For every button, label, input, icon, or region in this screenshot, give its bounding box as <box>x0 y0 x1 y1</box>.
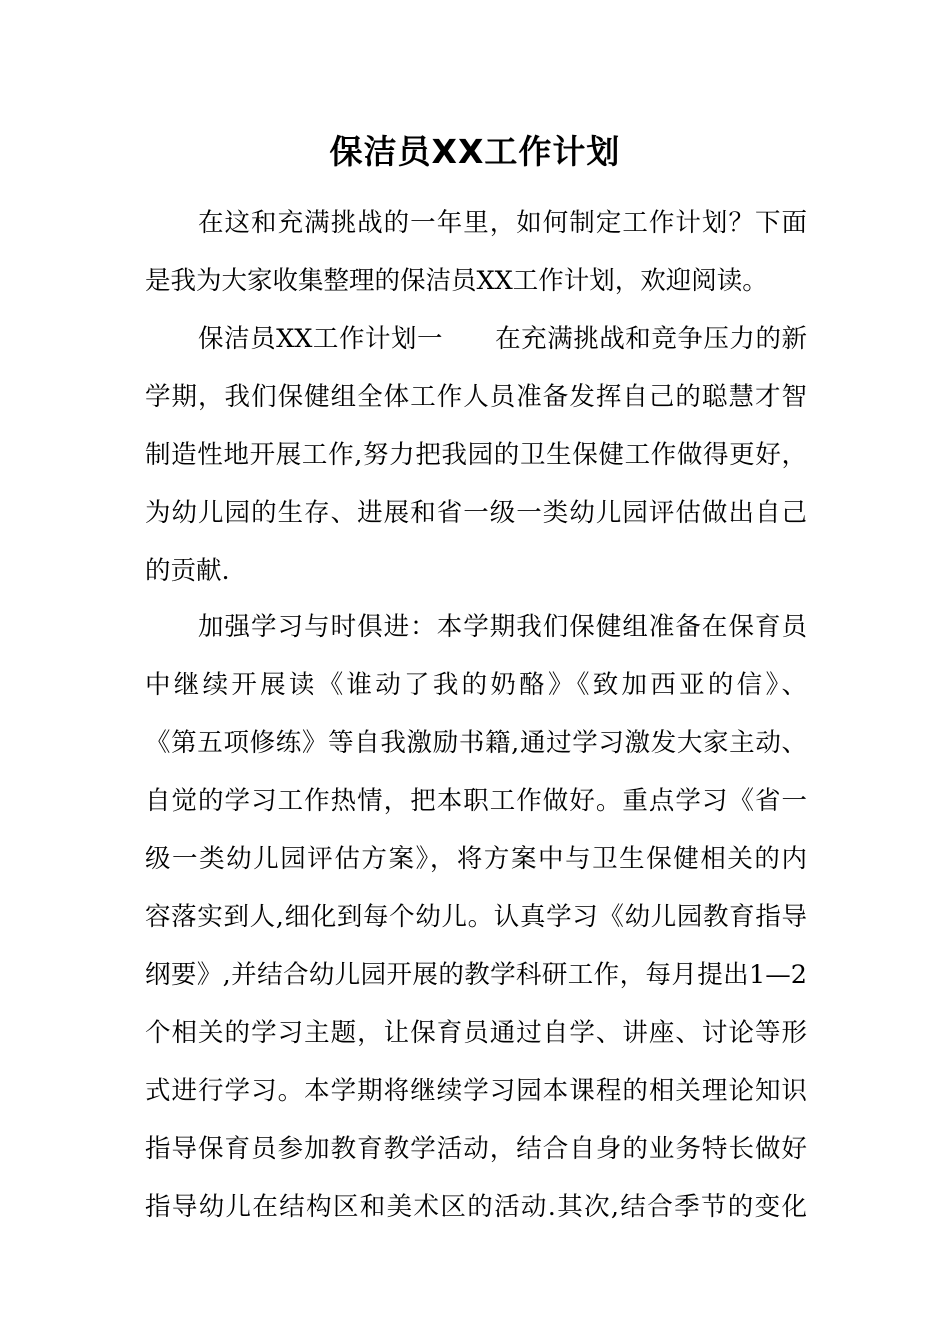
paragraph-line: 是我为大家收集整理的保洁员XX工作计划，欢迎阅读。 <box>145 266 768 296</box>
paragraph-line: 在这和充满挑战的一年里，如何制定工作计划？下面 <box>198 208 807 238</box>
paragraph-line: 指导幼儿在结构区和美术区的活动.其次,结合季节的变化 <box>145 1192 807 1222</box>
paragraph-line: 自觉的学习工作热情，把本职工作做好。重点学习《省一 <box>145 786 807 816</box>
paragraph-line: 容落实到人,细化到每个幼儿。认真学习《幼儿园教育指导 <box>145 902 807 932</box>
paragraph-line: 保洁员XX工作计划一 在充满挑战和竞争压力的新 <box>198 324 807 354</box>
paragraph-line: 式进行学习。本学期将继续学习园本课程的相关理论知识 <box>145 1076 807 1106</box>
paragraph-line: 的贡献. <box>145 556 230 586</box>
paragraph-line: 学期，我们保健组全体工作人员准备发挥自己的聪慧才智 <box>145 382 807 412</box>
paragraph-line: 中继续开展读《谁动了我的奶酪》《致加西亚的信》、 <box>145 670 807 700</box>
paragraph-line: 《第五项修练》等自我激励书籍,通过学习激发大家主动、 <box>145 728 807 758</box>
paragraph-line: 个相关的学习主题，让保育员通过自学、讲座、讨论等形 <box>145 1018 807 1048</box>
paragraph-line: 纲要》,并结合幼儿园开展的教学科研工作，每月提出1—2 <box>145 960 807 990</box>
paragraph-line: 级一类幼儿园评估方案》，将方案中与卫生保健相关的内 <box>145 844 807 874</box>
document-title: 保洁员XX工作计划 <box>329 132 621 171</box>
paragraph-line: 加强学习与时俱进：本学期我们保健组准备在保育员 <box>198 612 807 642</box>
paragraph-line: 指导保育员参加教育教学活动，结合自身的业务特长做好 <box>145 1134 807 1164</box>
paragraph-line: 为幼儿园的生存、进展和省一级一类幼儿园评估做出自己 <box>145 498 807 528</box>
paragraph-line: 制造性地开展工作,努力把我园的卫生保健工作做得更好， <box>145 440 807 470</box>
